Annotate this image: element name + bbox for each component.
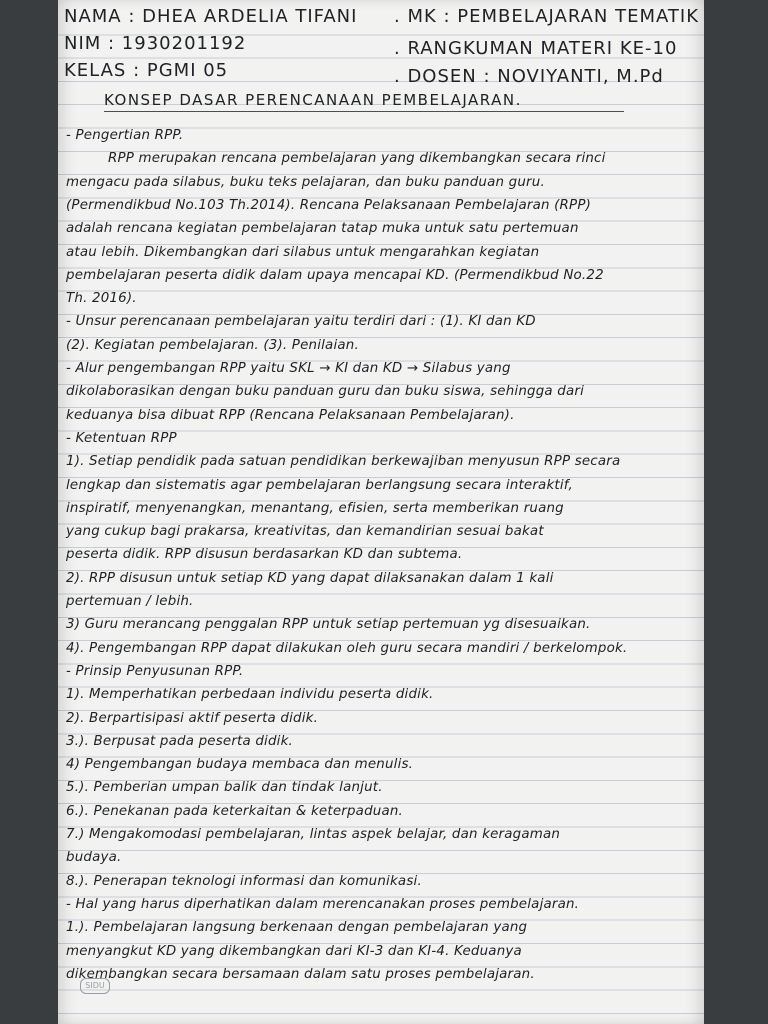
note-line: lengkap dan sistematis agar pembelajaran berlangsung secara interaktif, [66, 477, 573, 493]
note-line: dikolaborasikan dengan buku panduan guru dan buku siswa, sehingga dari [66, 384, 584, 400]
note-line: yang cukup bagi prakarsa, kreativitas, dan kemandirian sesuai bakat [66, 524, 544, 540]
lecturer-label: . DOSEN : NOVIYANTI, M.Pd [394, 66, 664, 87]
note-line: 3) Guru merancang penggalan RPP untuk setiap pertemuan yg disesuaikan. [66, 617, 591, 633]
note-line: 1). Setiap pendidik pada satuan pendidikan berkewajiban menyusun RPP secara [66, 454, 621, 470]
note-line: - Alur pengembangan RPP yaitu SKL → KI dan KD → Silabus yang [66, 361, 511, 376]
note-line: menyangkut KD yang dikembangkan dari KI-3 dan KI-4. Keduanya [66, 943, 522, 959]
class-label: KELAS : PGMI 05 [64, 60, 229, 81]
note-line: atau lebih. Dikembangkan dari silabus untuk mengarahkan kegiatan [66, 244, 540, 260]
note-line: 4). Pengembangan RPP dapat dilakukan oleh guru secara mandiri / berkelompok. [66, 640, 628, 656]
note-line: pembelajaran peserta didik dalam upaya mencapai KD. (Permendikbud No.22 [66, 267, 604, 283]
summary-topic: . RANGKUMAN MATERI KE-10 [394, 38, 678, 59]
note-line: - Unsur perencanaan pembelajaran yaitu terdiri dari : (1). KI dan KD [66, 314, 536, 330]
note-line: 8.). Penerapan teknologi informasi dan komunikasi. [66, 873, 422, 889]
note-line: - Ketentuan RPP [66, 430, 177, 446]
note-line: 2). RPP disusun untuk setiap KD yang dapat dilaksanakan dalam 1 kali [66, 570, 554, 586]
note-line: adalah rencana kegiatan pembelajaran tatap muka untuk satu pertemuan [66, 221, 579, 237]
note-line: peserta didik. RPP disusun berdasarkan KD dan subtema. [66, 547, 463, 563]
student-id: NIM : 1930201192 [64, 33, 247, 54]
note-line: 3.). Berpusat pada peserta didik. [66, 733, 294, 749]
page-title: KONSEP DASAR PERENCANAAN PEMBELAJARAN. [104, 91, 522, 109]
note-line: 4) Pengembangan budaya membaca dan menulis. [66, 757, 414, 773]
title-underline [104, 111, 624, 112]
note-line: - Prinsip Penyusunan RPP. [66, 663, 244, 679]
note-line: (Permendikbud No.103 Th.2014). Rencana Pelaksanaan Pembelajaran (RPP) [66, 197, 592, 213]
note-line: pertemuan / lebih. [66, 594, 194, 609]
note-line: dikembangkan secara bersamaan dalam satu proses pembelajaran. [66, 966, 535, 982]
note-line: RPP merupakan rencana pembelajaran yang dikembangkan secara rinci [108, 151, 606, 167]
note-line: 6.). Penekanan pada keterkaitan & keterpaduan. [66, 803, 404, 819]
note-line: 7.) Mengakomodasi pembelajaran, lintas aspek belajar, dan keragaman [66, 827, 561, 842]
course-label: . MK : PEMBELAJARAN TEMATIK [394, 6, 700, 27]
note-line: 1.). Pembelajaran langsung berkenaan dengan pembelajaran yang [66, 920, 528, 936]
note-line: - Pengertian RPP. [66, 128, 184, 143]
page-stamp: SIDU [80, 978, 110, 994]
note-line: (2). Kegiatan pembelajaran. (3). Penilaian. [66, 337, 359, 353]
note-line: 5.). Pemberian umpan balik dan tindak lanjut. [66, 780, 383, 796]
note-line: 2). Berpartisipasi aktif peserta didik. [66, 710, 319, 726]
note-line: 1). Memperhatikan perbedaan individu peserta didik. [66, 687, 434, 703]
student-name: NAMA : DHEA ARDELIA TIFANI [64, 6, 358, 27]
note-line: inspiratif, menyenangkan, menantang, efisien, serta memberikan ruang [66, 500, 564, 516]
note-line: keduanya bisa dibuat RPP (Rencana Pelaksanaan Pembelajaran). [66, 407, 515, 423]
handwritten-page [58, 0, 704, 1024]
note-line: - Hal yang harus diperhatikan dalam merencanakan proses pembelajaran. [66, 896, 580, 912]
note-line: mengacu pada silabus, buku teks pelajaran, dan buku panduan guru. [66, 174, 545, 190]
note-line: budaya. [66, 850, 122, 866]
note-line: Th. 2016). [66, 291, 137, 307]
